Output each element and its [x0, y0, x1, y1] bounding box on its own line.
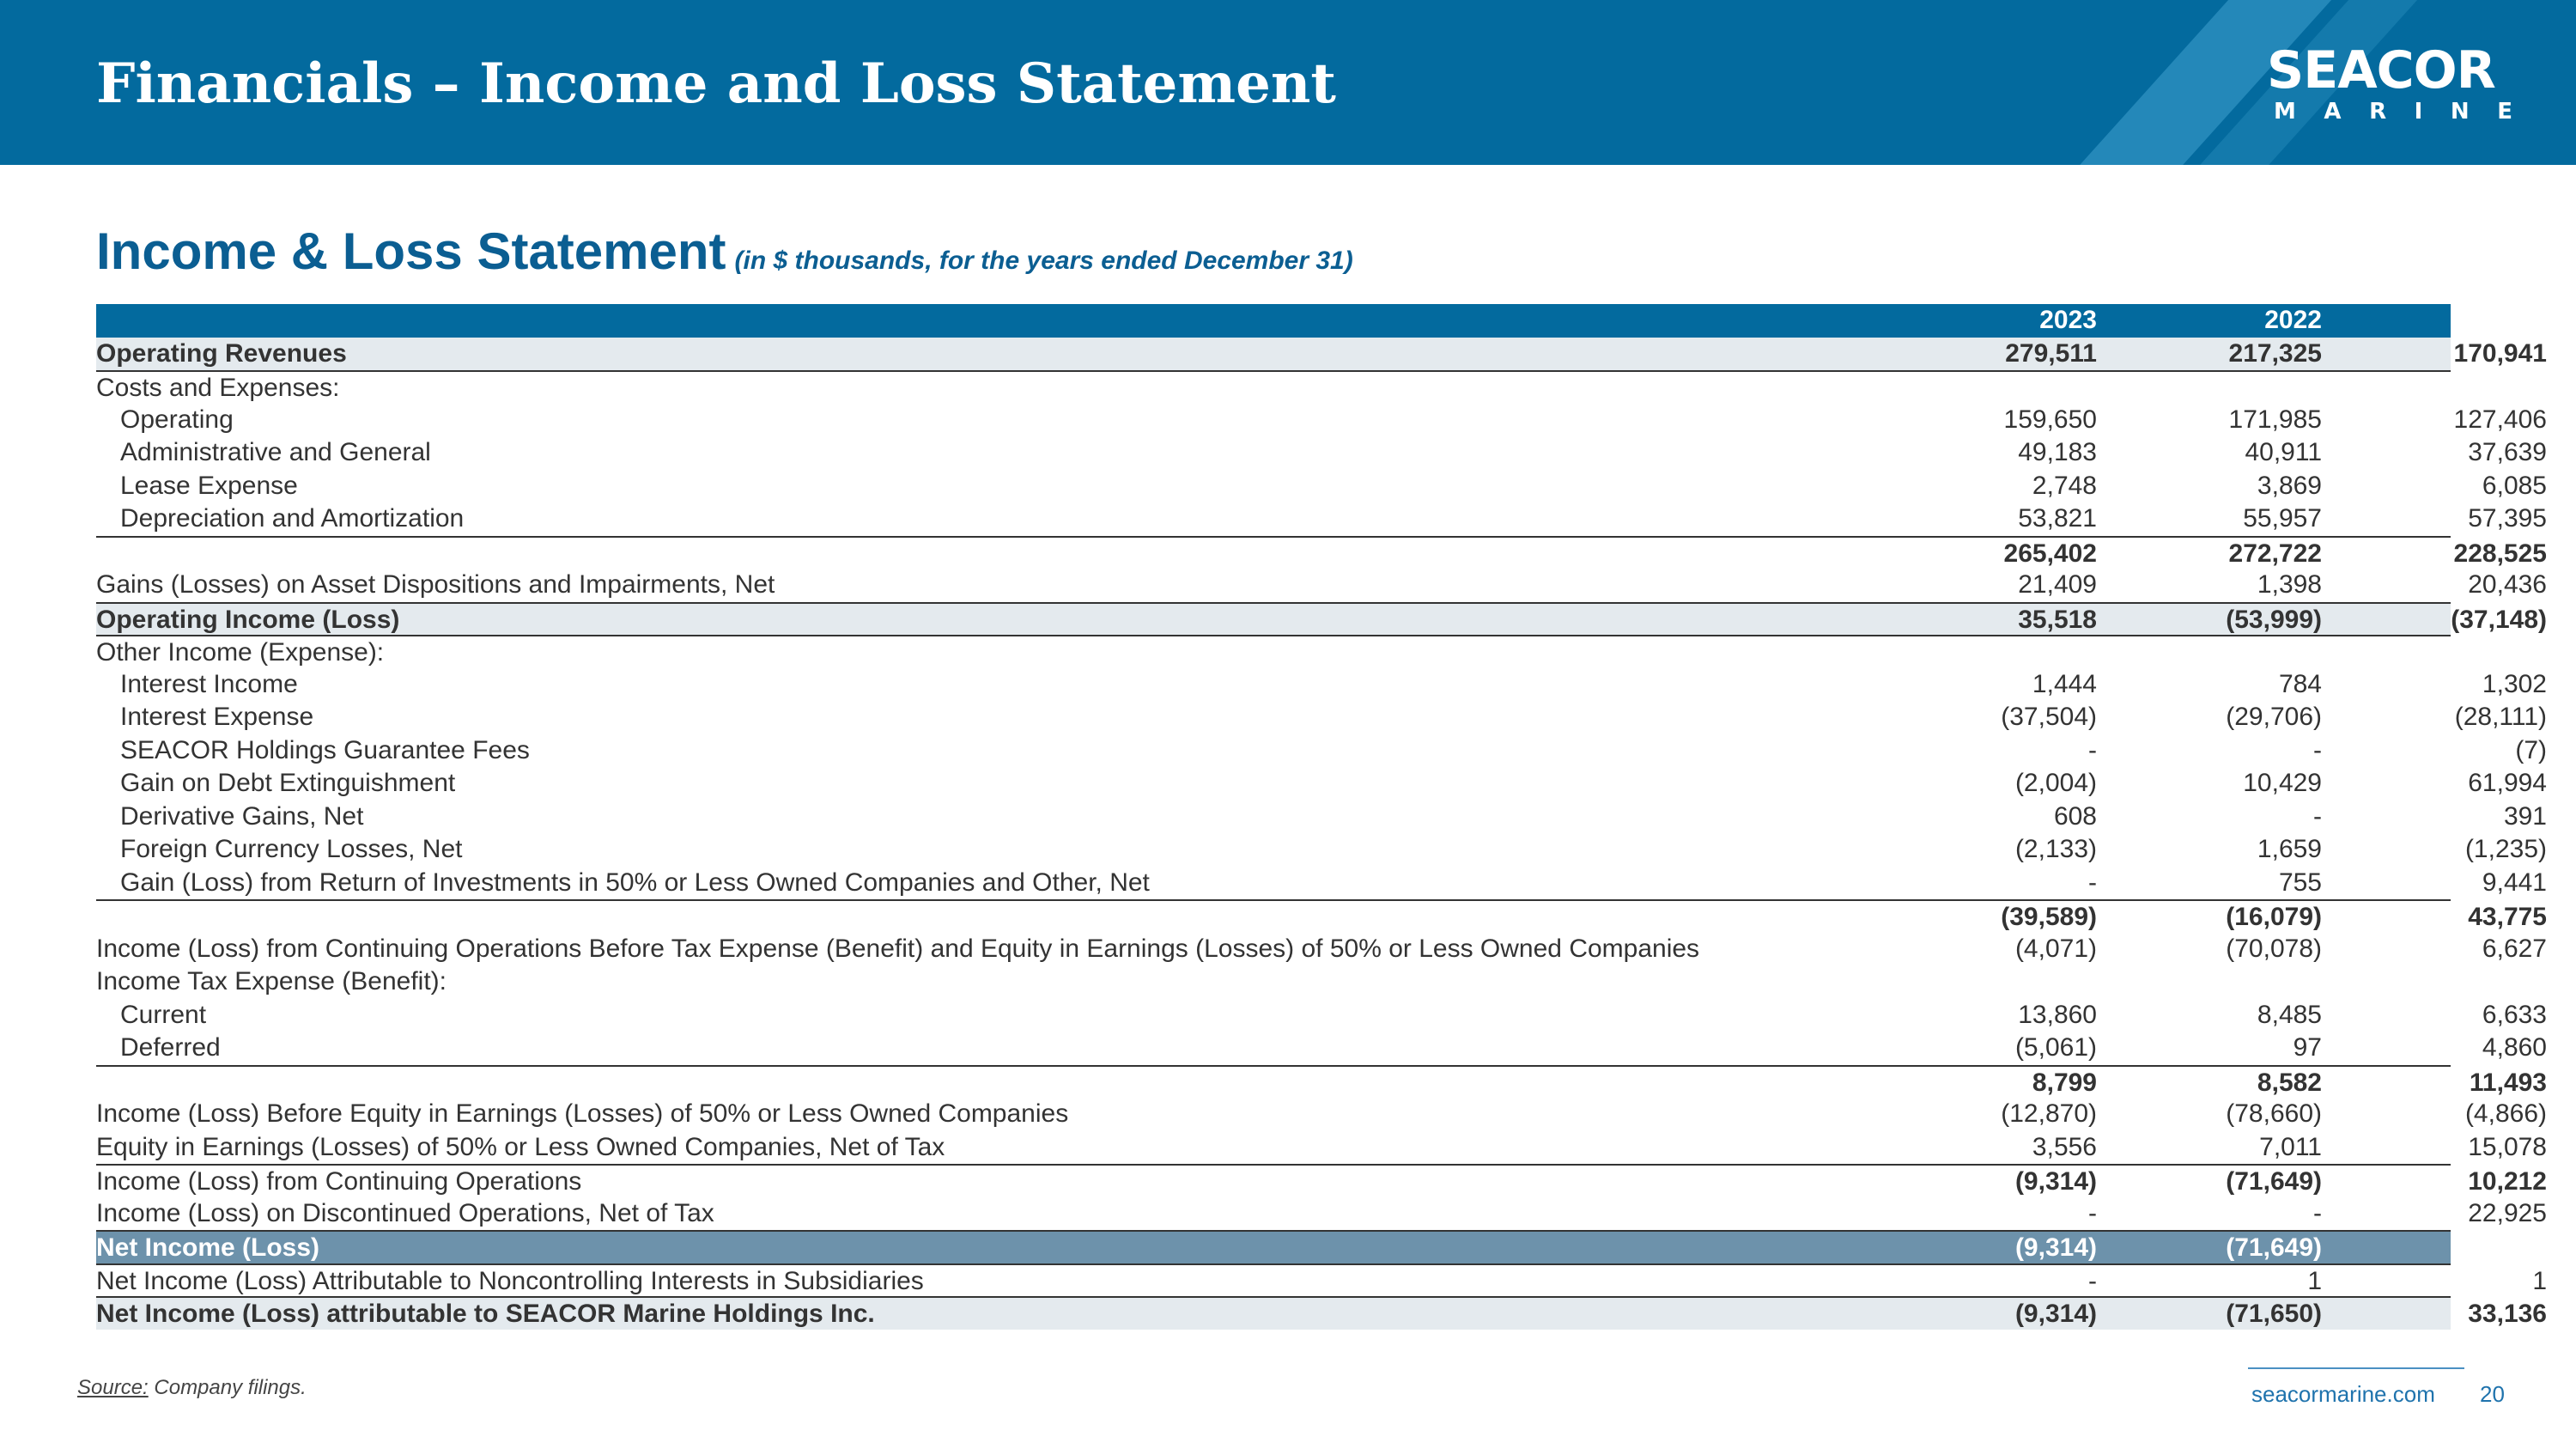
- value-2022: 1,398: [2257, 570, 2322, 599]
- table-row: [96, 734, 2547, 768]
- value-2023: (2,133): [2014, 835, 2097, 863]
- year-header: 2022: [2264, 306, 2322, 334]
- value-2022: 217,325: [2228, 338, 2322, 368]
- table-row: [96, 767, 2547, 801]
- table-row: [96, 1098, 2547, 1131]
- value-2022: 1,659: [2257, 835, 2322, 863]
- value-2023: 279,511: [2005, 338, 2097, 368]
- table-row: [96, 404, 2547, 437]
- row-label: Gains (Losses) on Asset Dispositions and Impairments, Net: [96, 570, 775, 599]
- value-2021: 22,925: [2468, 1198, 2547, 1227]
- table-row: [96, 569, 2547, 602]
- value-2023: (2,004): [2014, 769, 2097, 797]
- table-row: [96, 370, 2451, 404]
- row-label: Net Income (Loss) attributable to SEACOR Marine Holdings Inc.: [96, 1300, 875, 1328]
- value-2022: (78,660): [2226, 1099, 2322, 1128]
- logo-subtitle: [2267, 100, 2512, 124]
- logo-letter: R: [2369, 99, 2387, 125]
- row-label: Net Income (Loss): [96, 1233, 320, 1262]
- row-label: Gain on Debt Extinguishment: [120, 769, 456, 797]
- slide-title: Financials – Income and Loss Statement: [96, 52, 1336, 116]
- value-2022: (71,650): [2226, 1300, 2322, 1328]
- value-2021: 391: [2503, 801, 2547, 831]
- table-row: [96, 801, 2547, 834]
- table-row: [96, 867, 2547, 900]
- table-row: [96, 999, 2547, 1032]
- value-2023: 159,650: [2003, 405, 2097, 434]
- value-2022: 97: [2293, 1033, 2322, 1062]
- source-text: Company filings.: [148, 1376, 307, 1399]
- table-row: [96, 833, 2547, 867]
- subtotal-row: [96, 899, 2547, 933]
- income-statement-table: [96, 304, 2547, 1330]
- value-2021: (4,866): [2464, 1099, 2547, 1128]
- value-2021: (37,148): [2451, 605, 2547, 634]
- value-2023: 2,748: [2032, 471, 2097, 500]
- table-row: [96, 602, 2547, 636]
- logo-wordmark: SEACOR: [2267, 40, 2495, 100]
- year-header: 2023: [2039, 306, 2097, 334]
- table-row: [96, 502, 2547, 536]
- table-row: [96, 1197, 2547, 1231]
- value-2022: (71,649): [2226, 1167, 2322, 1196]
- year-header: 2021: [2489, 306, 2547, 334]
- value-2021: 1: [2532, 1266, 2547, 1295]
- value-2022: -: [2313, 801, 2322, 831]
- table-row: [96, 965, 2451, 999]
- source-label: Source:: [77, 1376, 149, 1399]
- value-2023: -: [2088, 868, 2097, 897]
- value-2021: 57,395: [2468, 504, 2547, 533]
- value-2022: (71,649): [2226, 1233, 2322, 1262]
- value-2022: 272,722: [2228, 539, 2322, 568]
- value-2023: 49,183: [2018, 438, 2097, 466]
- row-label: Income (Loss) on Discontinued Operations, Net of Tax: [96, 1198, 714, 1227]
- value-2021: 127,406: [2453, 405, 2547, 434]
- row-label: Administrative and General: [120, 438, 431, 466]
- value-2023: -: [2088, 735, 2097, 764]
- value-2021: 15,078: [2468, 1132, 2547, 1161]
- header-bar: [0, 0, 2576, 165]
- table-row: [96, 1263, 2547, 1297]
- row-label: Income Tax Expense (Benefit):: [96, 967, 447, 995]
- value-2023: 1,444: [2032, 669, 2097, 698]
- logo-letter: I: [2414, 99, 2423, 125]
- value-2022: 10,429: [2243, 769, 2322, 797]
- value-2021: 37,639: [2468, 438, 2547, 466]
- value-2023: 13,860: [2018, 1000, 2097, 1029]
- logo-letter: A: [2324, 99, 2342, 125]
- value-2023: (9,314): [2014, 1233, 2097, 1262]
- row-label: Costs and Expenses:: [96, 374, 340, 402]
- source-note: [77, 1376, 307, 1400]
- value-2023: -: [2088, 1198, 2097, 1227]
- value-2022: 40,911: [2245, 438, 2322, 466]
- value-2021: 6,627: [2482, 934, 2547, 963]
- row-label: Deferred: [120, 1033, 221, 1062]
- value-2022: (29,706): [2226, 703, 2322, 731]
- value-2022: 55,957: [2243, 504, 2322, 533]
- table-row: [96, 635, 2451, 668]
- section-title: Income & Loss Statement: [96, 222, 726, 280]
- value-2021: (28,111): [2454, 703, 2547, 731]
- row-label: Interest Expense: [120, 703, 314, 731]
- table-row: [96, 338, 2547, 371]
- row-label: Net Income (Loss) Attributable to Noncontrolling Interests in Subsidiaries: [96, 1266, 924, 1295]
- value-2022: -: [2313, 735, 2322, 764]
- table-row: [96, 701, 2547, 734]
- value-2023: (37,504): [2001, 703, 2097, 731]
- value-2023: 608: [2053, 801, 2097, 831]
- row-label: Lease Expense: [120, 471, 298, 500]
- website-link[interactable]: seacormarine.com: [2251, 1381, 2435, 1407]
- row-label: Foreign Currency Losses, Net: [120, 835, 463, 863]
- value-2021: 20,436: [2468, 570, 2547, 599]
- value-2021: (1,235): [2464, 835, 2547, 863]
- value-2023: (12,870): [2001, 1099, 2097, 1128]
- value-2022: 1: [2307, 1266, 2322, 1295]
- row-label: Interest Income: [120, 669, 298, 698]
- table-row: [96, 933, 2547, 966]
- row-label: Operating: [120, 405, 234, 434]
- footer-divider: [2248, 1367, 2464, 1369]
- table-row: [96, 1296, 2547, 1330]
- value-2022: 171,985: [2228, 405, 2322, 434]
- value-2021: 228,525: [2453, 539, 2547, 568]
- table-row: [96, 1164, 2547, 1197]
- subtotal-row: [96, 1065, 2547, 1099]
- value-2021: 10,212: [2468, 1167, 2547, 1196]
- value-2023: 53,821: [2018, 504, 2097, 533]
- value-2023: (9,314): [2014, 1300, 2097, 1328]
- logo-letter: E: [2497, 99, 2512, 125]
- row-label: Gain (Loss) from Return of Investments in 50% or Less Owned Companies and Other, Net: [120, 868, 1150, 897]
- table-header-row: [96, 304, 2547, 338]
- table-row: [96, 436, 2547, 470]
- table-row: [96, 1032, 2547, 1065]
- value-2022: 755: [2278, 868, 2322, 897]
- value-2023: 3,556: [2032, 1132, 2097, 1161]
- logo-letter: N: [2450, 99, 2470, 125]
- value-2021: 43,775: [2468, 903, 2547, 931]
- value-2022: (53,999): [2226, 605, 2322, 634]
- row-label: Other Income (Expense):: [96, 638, 385, 667]
- value-2023: 8,799: [2032, 1068, 2097, 1097]
- section-heading: [96, 222, 1353, 281]
- value-2021: 33,137: [2468, 1233, 2547, 1262]
- row-label: Equity in Earnings (Losses) of 50% or Less Owned Companies, Net of Tax: [96, 1132, 945, 1161]
- value-2021: 11,493: [2469, 1068, 2547, 1097]
- value-2022: 3,869: [2257, 471, 2322, 500]
- table-row: [96, 668, 2547, 702]
- value-2021: 6,085: [2482, 471, 2547, 500]
- page-number: 20: [2480, 1381, 2505, 1407]
- value-2022: 7,011: [2259, 1132, 2322, 1161]
- value-2022: 784: [2278, 669, 2322, 698]
- value-2023: 35,518: [2018, 605, 2097, 634]
- value-2023: (39,589): [2001, 903, 2097, 931]
- row-label: SEACOR Holdings Guarantee Fees: [120, 735, 530, 764]
- section-subtitle: (in $ thousands, for the years ended December 31): [734, 247, 1353, 275]
- table-row: [96, 1131, 2547, 1165]
- value-2021: 4,860: [2482, 1033, 2547, 1062]
- value-2023: (5,061): [2014, 1033, 2097, 1062]
- value-2021: 61,994: [2468, 769, 2547, 797]
- value-2021: 6,633: [2482, 1000, 2547, 1029]
- row-label: Income (Loss) from Continuing Operations: [96, 1167, 582, 1196]
- table-row: [96, 470, 2547, 503]
- row-label: Derivative Gains, Net: [120, 801, 364, 831]
- net-income-row: [96, 1230, 2547, 1263]
- subtotal-row: [96, 536, 2547, 569]
- value-2021: 33,136: [2468, 1300, 2547, 1328]
- row-label: Depreciation and Amortization: [120, 504, 465, 533]
- value-2023: 21,409: [2018, 570, 2097, 599]
- value-2021: 1,302: [2482, 669, 2547, 698]
- value-2022: 8,485: [2257, 1000, 2322, 1029]
- value-2021: 170,941: [2453, 338, 2547, 368]
- value-2022: 8,582: [2257, 1068, 2322, 1097]
- value-2022: -: [2313, 1198, 2322, 1227]
- row-label: Income (Loss) Before Equity in Earnings (Losses) of 50% or Less Owned Companies: [96, 1099, 1069, 1128]
- company-logo: [2267, 40, 2512, 125]
- value-2023: 265,402: [2003, 539, 2097, 568]
- row-label: Operating Revenues: [96, 338, 347, 368]
- value-2023: -: [2088, 1266, 2097, 1295]
- value-2021: 9,441: [2482, 868, 2547, 897]
- logo-letter: M: [2274, 99, 2296, 125]
- value-2023: (4,071): [2014, 934, 2097, 963]
- row-label: Operating Income (Loss): [96, 605, 400, 634]
- value-2023: (9,314): [2014, 1167, 2097, 1196]
- value-2021: (7): [2515, 735, 2547, 764]
- value-2022: (70,078): [2226, 934, 2322, 963]
- row-label: Current: [120, 1000, 207, 1029]
- row-label: Income (Loss) from Continuing Operations Before Tax Expense (Benefit) and Equity in Earnings (Losses) of 50% or Less Owned Companies: [96, 934, 1700, 963]
- value-2022: (16,079): [2226, 903, 2322, 931]
